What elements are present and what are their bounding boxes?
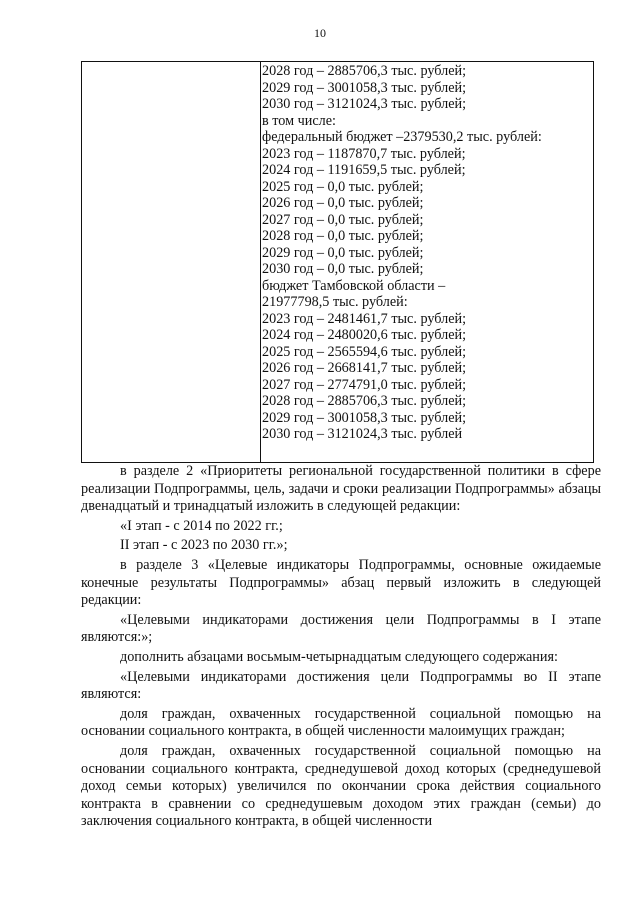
table-line: 2026 год – 0,0 тыс. рублей; [262, 195, 424, 211]
table-line: 2030 год – 0,0 тыс. рублей; [262, 261, 424, 277]
table-left-cell [82, 62, 261, 462]
table-line: федеральный бюджет –2379530,2 тыс. рублей: [262, 129, 542, 145]
table-line: 2029 год – 0,0 тыс. рублей; [262, 244, 424, 261]
table-right-cell [262, 63, 591, 443]
paragraph: II этап - с 2023 по 2030 гг.»; [120, 537, 288, 554]
table-line: бюджет Тамбовской области – [262, 277, 446, 294]
table-line: в том числе: [262, 112, 336, 129]
table-line: 2025 год – 0,0 тыс. рублей; [262, 178, 424, 195]
table-line: 2029 год – 3001058,3 тыс. рублей; [262, 79, 467, 96]
table-line: 2027 год – 0,0 тыс. рублей; [262, 211, 424, 228]
paragraph: доля граждан, охваченных государственной социальной помощью на основании социального контракта, в общей численности малоимущих граждан; [81, 705, 601, 740]
table-line: 2030 год – 3121024,3 тыс. рублей [262, 426, 463, 442]
budget-table [81, 61, 594, 463]
paragraph: в разделе 2 «Приоритеты региональной государственной политики в сфере реализации Подпрограммы, цель, задачи и сроки реализации Подпрограммы» абзацы двенадцатый и тринадцатый изложить в следующей редакции: [81, 463, 601, 515]
paragraph: дополнить абзацами восьмым-четырнадцатым следующего содержания: [120, 648, 558, 665]
page-number: 10 [314, 26, 326, 40]
table-line: 2023 год – 2481461,7 тыс. рублей; [262, 310, 467, 327]
table-line: 2025 год – 2565594,6 тыс. рублей; [262, 343, 467, 360]
table-line: 2030 год – 3121024,3 тыс. рублей; [262, 96, 467, 112]
paragraph: «I этап - с 2014 по 2022 гг.; [120, 517, 283, 534]
paragraph: доля граждан, охваченных государственной социальной помощью на основании социального контракта, среднедушевой доход которых (среднедушевой доход семьи которых) увеличился по окончании срока действия социального контракта в сравнении со среднедушевым доходом этих граждан (семьи) до заключения социального контракта, в общей численности [81, 742, 601, 830]
table-line: 2029 год – 3001058,3 тыс. рублей; [262, 409, 467, 426]
table-line: 2028 год – 2885706,3 тыс. рублей; [262, 393, 467, 409]
table-line: 2028 год – 2885706,3 тыс. рублей; [262, 63, 467, 79]
table-line: 2024 год – 2480020,6 тыс. рублей; [262, 327, 467, 343]
table-line: 2028 год – 0,0 тыс. рублей; [262, 228, 424, 244]
body-text [81, 463, 601, 831]
table-line: 2024 год – 1191659,5 тыс. рублей; [262, 162, 466, 178]
paragraph: «Целевыми индикаторами достижения цели Подпрограммы в I этапе являются:»; [81, 611, 601, 646]
paragraph: в разделе 3 «Целевые индикаторы Подпрограммы, основные ожидаемые конечные результаты Подпрограммы» абзац первый изложить в следующей редакции: [81, 556, 601, 609]
table-line: 2026 год – 2668141,7 тыс. рублей; [262, 360, 467, 376]
table-line: 2023 год – 1187870,7 тыс. рублей; [262, 145, 466, 162]
paragraph: «Целевыми индикаторами достижения цели Подпрограммы во II этапе являются: [81, 668, 601, 703]
table-line: 21977798,5 тыс. рублей: [262, 294, 408, 310]
table-line: 2027 год – 2774791,0 тыс. рублей; [262, 376, 467, 393]
